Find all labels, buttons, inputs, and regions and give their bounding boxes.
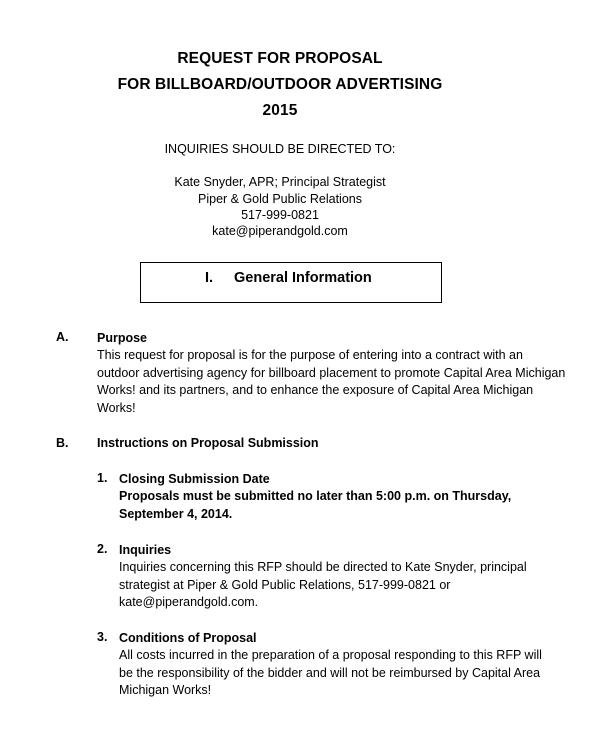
conditions-heading: Conditions of Proposal bbox=[119, 631, 257, 645]
closing-date-heading: Closing Submission Date bbox=[119, 472, 270, 486]
purpose-letter: A. bbox=[56, 330, 69, 344]
inquiries-heading: INQUIRIES SHOULD BE DIRECTED TO: bbox=[164, 142, 396, 156]
item-number: 2. bbox=[97, 542, 108, 556]
inquiries-item-text: Inquiries concerning this RFP should be directed to Kate Snyder, principal strategist at Piper & Gold Public Relations, 517-999-0821 or kate@piperandgold.com. bbox=[119, 560, 527, 610]
instructions-letter: B. bbox=[56, 436, 69, 450]
item-number: 1. bbox=[97, 471, 108, 485]
inquiries-item bbox=[119, 542, 559, 612]
document-title-line-1: REQUEST FOR PROPOSAL bbox=[177, 50, 383, 67]
purpose-text: This request for proposal is for the purpose of entering into a contract with an outdoor advertising agency for billboard placement to promote Capital Area Michigan Works! and its partners, and to enhance the exposure of Capital Area Michigan Works! bbox=[97, 348, 566, 415]
purpose-heading: Purpose bbox=[97, 331, 148, 345]
contact-name: Kate Snyder, APR; Principal Strategist bbox=[174, 175, 386, 189]
section-number: I. bbox=[205, 270, 214, 286]
closing-date-text: Proposals must be submitted no later than 5:00 p.m. on Thursday, September 4, 2014. bbox=[119, 489, 512, 521]
document-title-line-2: FOR BILLBOARD/OUTDOOR ADVERTISING bbox=[117, 76, 443, 93]
instructions-heading: Instructions on Proposal Submission bbox=[97, 436, 319, 450]
document-title-year: 2015 bbox=[262, 102, 298, 119]
contact-company: Piper & Gold Public Relations bbox=[198, 192, 362, 206]
contact-phone: 517-999-0821 bbox=[241, 208, 319, 222]
contact-email: kate@piperandgold.com bbox=[212, 224, 348, 238]
item-number: 3. bbox=[97, 630, 108, 644]
conditions-text: All costs incurred in the preparation of a proposal responding to this RFP will be the responsibility of the bidder and will not be reimbursed by Capital Area Michigan Works! bbox=[119, 648, 542, 698]
purpose-section bbox=[97, 330, 567, 417]
inquiries-item-heading: Inquiries bbox=[119, 543, 172, 557]
section-title: General Information bbox=[234, 270, 372, 286]
closing-date-item bbox=[119, 471, 559, 523]
conditions-item bbox=[119, 630, 559, 700]
